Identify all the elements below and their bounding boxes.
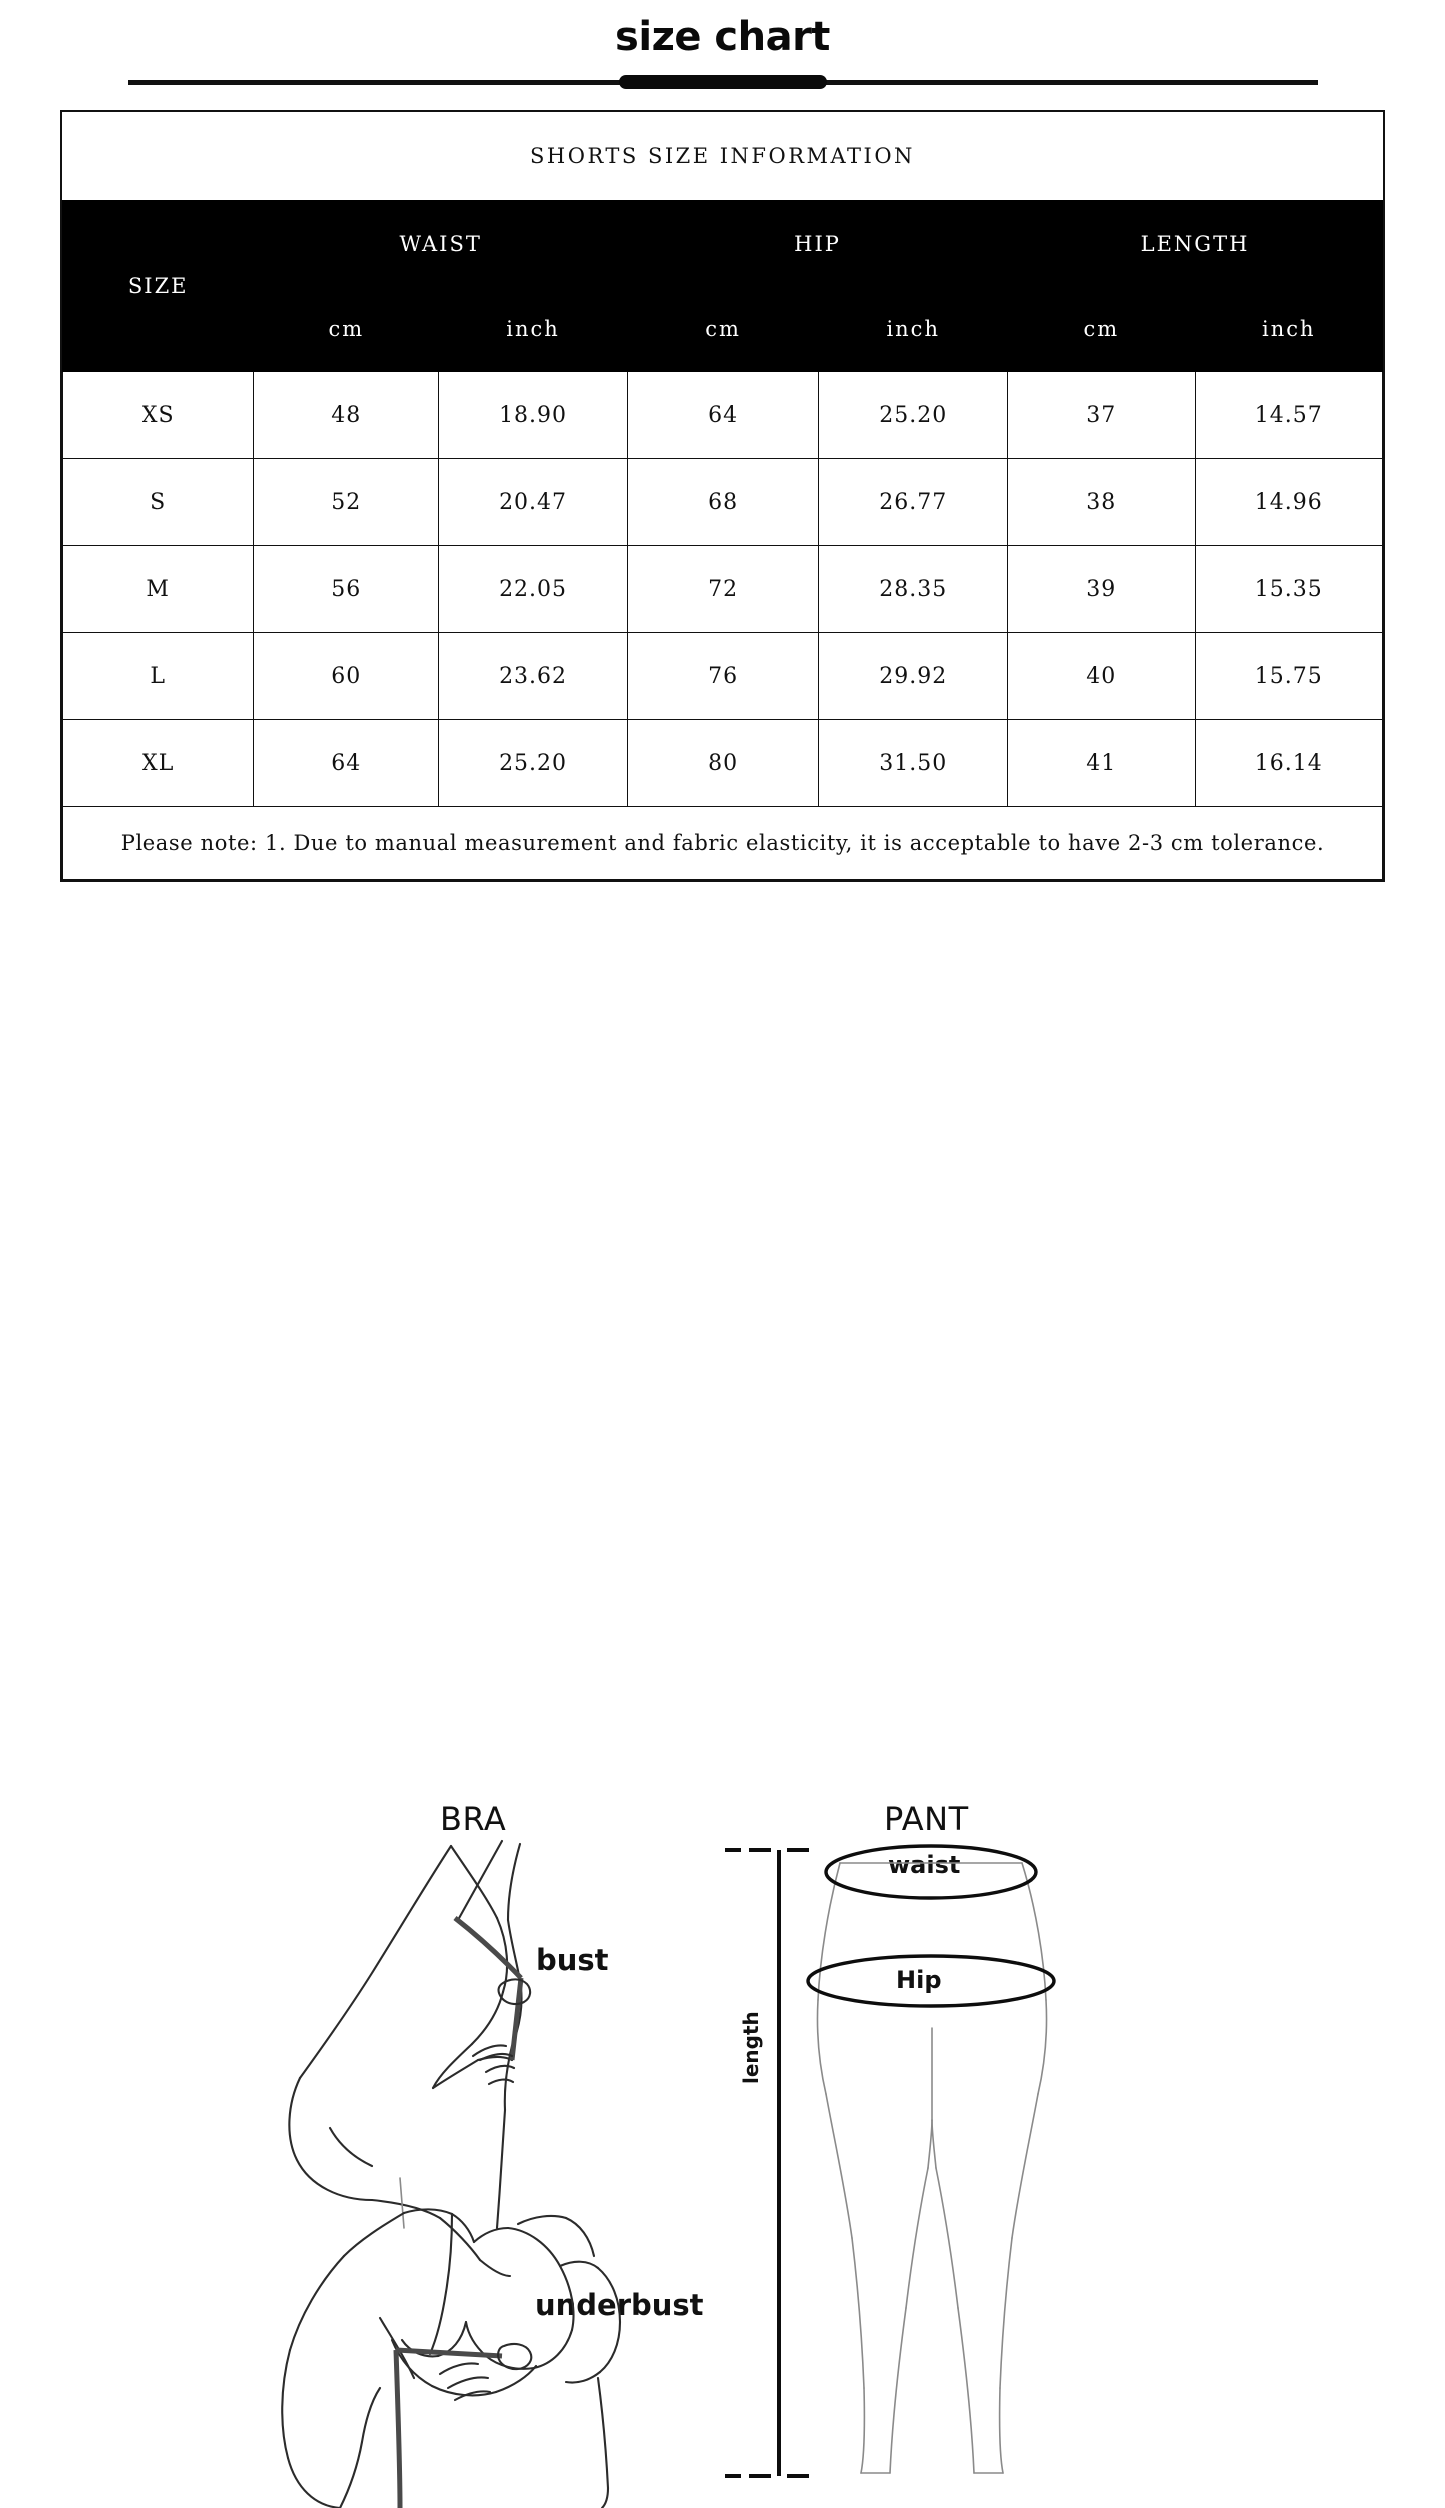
cell-length-cm: 41	[1008, 720, 1195, 807]
cell-waist-inch: 22.05	[439, 546, 628, 633]
underbust-measure-label: underbust	[535, 2288, 704, 2322]
waist-measure-label: waist	[888, 1851, 961, 1879]
bust-measure-label: bust	[536, 1943, 609, 1977]
cell-waist-cm: 64	[254, 720, 439, 807]
cell-length-cm: 40	[1008, 633, 1195, 720]
page-header	[0, 0, 1445, 90]
hip-measure-label: Hip	[896, 1966, 942, 1994]
cell-waist-inch: 18.90	[439, 372, 628, 459]
table-banner-title: SHORTS SIZE INFORMATION	[530, 144, 915, 168]
cell-hip-cm: 72	[627, 546, 818, 633]
cell-size: M	[63, 546, 254, 633]
cell-hip-inch: 31.50	[819, 720, 1008, 807]
cell-waist-cm: 52	[254, 459, 439, 546]
title-divider	[128, 74, 1318, 90]
column-header-hip: HIP	[627, 201, 1007, 287]
cell-length-cm: 37	[1008, 372, 1195, 459]
table-row	[63, 459, 1383, 546]
pant-length-dimension	[725, 1850, 809, 2476]
pant-figure	[0, 888, 1445, 2508]
cell-size: XS	[63, 372, 254, 459]
title-divider-knob	[619, 75, 827, 89]
cell-length-inch: 16.14	[1195, 720, 1382, 807]
column-header-waist: WAIST	[254, 201, 628, 287]
cell-waist-cm: 60	[254, 633, 439, 720]
pant-waist-ring	[826, 1846, 1036, 1898]
bra-diagram-title: BRA	[440, 1800, 507, 1838]
size-table-container	[60, 110, 1385, 882]
column-header-size: SIZE	[63, 201, 254, 372]
cell-hip-cm: 80	[627, 720, 818, 807]
cell-size: L	[63, 633, 254, 720]
table-header-group-row	[63, 201, 1383, 287]
table-header-unit-row	[63, 286, 1383, 372]
cell-length-inch: 15.35	[1195, 546, 1382, 633]
table-note-row	[63, 807, 1383, 880]
cell-length-inch: 15.75	[1195, 633, 1382, 720]
cell-hip-inch: 29.92	[819, 633, 1008, 720]
pant-hip-ring	[808, 1956, 1054, 2006]
table-row	[63, 633, 1383, 720]
page-title: size chart	[615, 14, 830, 60]
cell-waist-inch: 20.47	[439, 459, 628, 546]
table-banner-row	[63, 112, 1383, 201]
cell-length-inch: 14.96	[1195, 459, 1382, 546]
pant-diagram-title: PANT	[884, 1800, 969, 1838]
cell-length-cm: 39	[1008, 546, 1195, 633]
unit-header-length-inch: inch	[1195, 286, 1382, 372]
cell-size: XL	[63, 720, 254, 807]
cell-length-inch: 14.57	[1195, 372, 1382, 459]
cell-waist-cm: 48	[254, 372, 439, 459]
unit-header-waist-inch: inch	[439, 286, 628, 372]
cell-size: S	[63, 459, 254, 546]
unit-header-hip-cm: cm	[627, 286, 818, 372]
size-table	[62, 112, 1383, 880]
unit-header-hip-inch: inch	[819, 286, 1008, 372]
unit-header-length-cm: cm	[1008, 286, 1195, 372]
table-row	[63, 546, 1383, 633]
cell-hip-inch: 28.35	[819, 546, 1008, 633]
cell-hip-cm: 64	[627, 372, 818, 459]
cell-hip-inch: 25.20	[819, 372, 1008, 459]
cell-hip-cm: 68	[627, 459, 818, 546]
table-row	[63, 720, 1383, 807]
column-header-length: LENGTH	[1008, 201, 1383, 287]
measurement-illustrations	[0, 888, 1445, 2322]
length-measure-label: length	[739, 2011, 763, 2084]
cell-hip-inch: 26.77	[819, 459, 1008, 546]
cell-length-cm: 38	[1008, 459, 1195, 546]
table-note: Please note: 1. Due to manual measurement and fabric elasticity, it is acceptable to have 2-3 cm tolerance.	[63, 807, 1383, 880]
cell-waist-cm: 56	[254, 546, 439, 633]
cell-waist-inch: 23.62	[439, 633, 628, 720]
cell-hip-cm: 76	[627, 633, 818, 720]
table-row	[63, 372, 1383, 459]
cell-waist-inch: 25.20	[439, 720, 628, 807]
unit-header-waist-cm: cm	[254, 286, 439, 372]
